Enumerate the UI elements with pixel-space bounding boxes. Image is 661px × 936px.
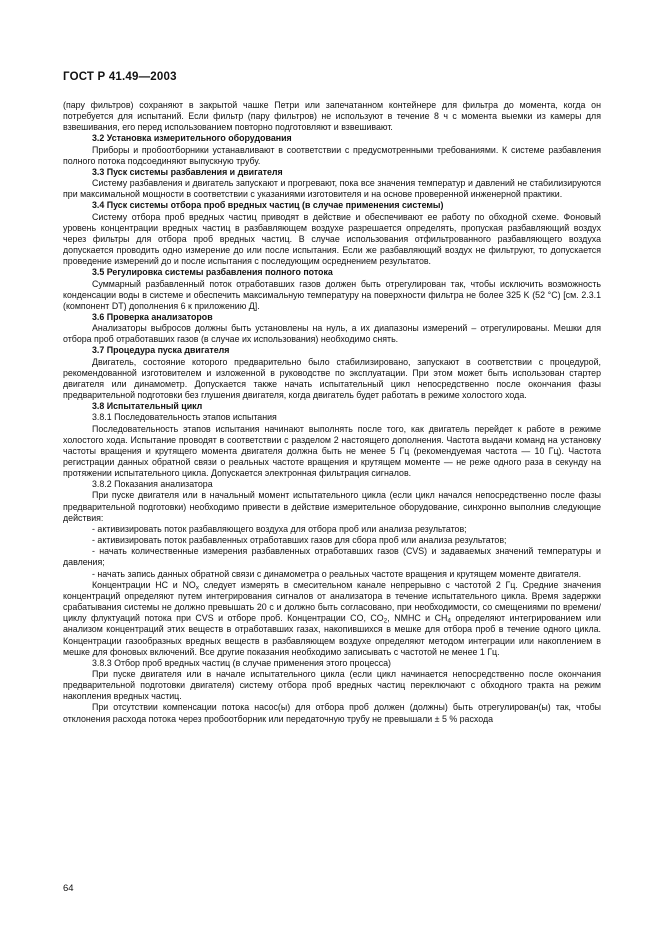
section-heading: 3.8 Испытательный цикл <box>92 401 203 412</box>
list-item: - начать количественные измерения разбавленных отработавших газов (CVS) и задаваемых значений температуры и давления; <box>63 546 601 568</box>
section-heading: 3.7 Процедура пуска двигателя <box>92 345 230 356</box>
paragraph: Систему разбавления и двигатель запускают и прогревают, пока все значения температур и давлений не стабилизируются при максимальной мощности в соответствии с указаниями изготовителя и на основе проверенной инженерной практики. <box>63 178 601 200</box>
paragraph-concentrations: Концентрации HC и $NO_x$ следует измерять в смесительном канале непрерывно с частотой 2 Гц. Средние значения концентраций определяют путем интегрирования сигналов от анализатора в течение испытательного цикла. Время задержки срабатывания системы не должно превышать 20 с и должно быть согласовано, при необходимости, со смещениями по времени/циклу флуктуаций потока при CVS и отборе проб. Концентрации CO, $CO_2$, NMHC и $CH_4$ определяют интегрированием или анализом концентраций этих веществ в отработавших газах, накопившихся в мешке для отбора проб в течение одного цикла. Концентрации газообразных вредных веществ в разбавляющем воздухе определяют методом интеграции или накоплением в мешке для фоновых включений. Все другие показания необходимо записывать с частотой не менее 1 Гц. <box>63 579 601 657</box>
section-heading: 3.3 Пуск системы разбавления и двигателя <box>92 166 283 177</box>
page-number: 64 <box>63 883 74 894</box>
section-heading: 3.4 Пуск системы отбора проб вредных частиц (в случае применения системы) <box>92 200 444 211</box>
paragraph: Анализаторы выбросов должны быть установлены на нуль, а их диапазоны измерений – отрегулированы. Мешки для отбора проб отработавших газов (в случае их использования) необходимо снять. <box>63 323 601 345</box>
paragraph: (пару фильтров) сохраняют в закрытой чашке Петри или запечатанном контейнере для фильтра до момента, когда он потребуется для испытаний. Если фильтр (пару фильтров) не используют в течение 8 ч с момента выемки из камеры для взвешивания, его перед использованием повторно подготовляют и взвешивают. <box>63 100 601 133</box>
paragraph: Систему отбора проб вредных частиц приводят в действие и обеспечивают ее работу по обходной схеме. Фоновый уровень концентрации вредных частиц в разбавляющем воздухе разрешается определять, пропуская разбавляющий воздух через фильтры для отбора проб вредных частиц. В случае использования отфильтрованного разбавляющего воздуха допускается проводить одно измерение до или после испытания. Если же разбавляющий воздух не фильтруют, то допускается проведение измерений до и после испытания с последующим осреднением результатов. <box>63 211 601 267</box>
section-heading: 3.6 Проверка анализаторов <box>92 311 213 322</box>
paragraph: Двигатель, состояние которого предварительно было стабилизировано, запускают в соответствии с процедурой, рекомендованной изготовителем и изложенной в руководстве по эксплуатации. При этом может быть использован стартер двигателя или динамометр. Допускается также начать испытательный цикл непосредственно после окончания фазы предварительной подготовки без глушения двигателя, когда двигатель будет работать в режиме холостого хода. <box>63 356 601 401</box>
section-heading: 3.5 Регулировка системы разбавления полного потока <box>92 267 333 278</box>
section-heading: 3.2 Установка измерительного оборудования <box>92 133 292 144</box>
subsection-heading: 3.8.3 Отбор проб вредных частиц (в случае применения этого процесса) <box>92 657 391 668</box>
list-item: - активизировать поток разбавленных отработавших газов для сбора проб или анализа результатов; <box>92 535 507 546</box>
paragraph: Суммарный разбавленный поток отработавших газов должен быть отрегулирован так, чтобы исключить возможность конденсации воды в системе и обеспечить максимальную температуру на поверхности фильтра не более 325 K (52 °C) [см. 2.3.1 (компонент DT) дополнения 6 к приложению Д]. <box>63 278 601 311</box>
paragraph: При пуске двигателя или в начале испытательного цикла (если цикл начинается непосредственно после окончания предварительной подготовки двигателя) систему отбора проб вредных частиц переключают с обходного тракта на режим накопления вредных частиц. <box>63 668 601 702</box>
paragraph: Последовательность этапов испытания начинают выполнять после того, как двигатель перейдет к работе в режиме холостого хода. Испытание проводят в соответствии с разделом 2 настоящего дополнения. Частота выдачи команд на установку частоты вращения и крутящего момента двигателя должна быть не менее 5 Гц (рекомендуемая частота — 10 Гц). Частота регистрации данных обратной связи о реальных частоте вращения и крутящем моменте — не реже одного раза в секунду на протяжении испытательного цикла. Допускается электронная фильтрация сигналов. <box>63 423 601 479</box>
subsection-heading: 3.8.2 Показания анализатора <box>92 479 213 490</box>
list-item: - начать запись данных обратной связи с динамометра о реальных частоте вращения и крутящем моменте двигателя. <box>92 568 582 579</box>
list-item: - активизировать поток разбавляющего воздуха для отбора проб или анализа результатов; <box>92 523 467 534</box>
paragraph: При отсутствии компенсации потока насос(ы) для отбора проб должен (должны) быть отрегулирован(ы) так, чтобы отклонения расхода потока через пробоотборник или передаточную трубу не превышали ± 5 % расхода <box>63 702 601 724</box>
paragraph: Приборы и пробоотборники устанавливают в соответствии с предусмотренными требованиями. К системе разбавления полного потока подсоединяют выпускную трубу. <box>63 144 601 166</box>
document-body <box>63 100 601 725</box>
subsection-heading: 3.8.1 Последовательность этапов испытания <box>92 412 277 423</box>
paragraph: При пуске двигателя или в начальный момент испытательного цикла (если цикл начался непосредственно после фазы предварительной подготовки) необходимо привести в действие измерительное оборудование, синхронно выполнив следующие действия: <box>63 490 601 523</box>
document-header: ГОСТ Р 41.49—2003 <box>63 71 177 83</box>
